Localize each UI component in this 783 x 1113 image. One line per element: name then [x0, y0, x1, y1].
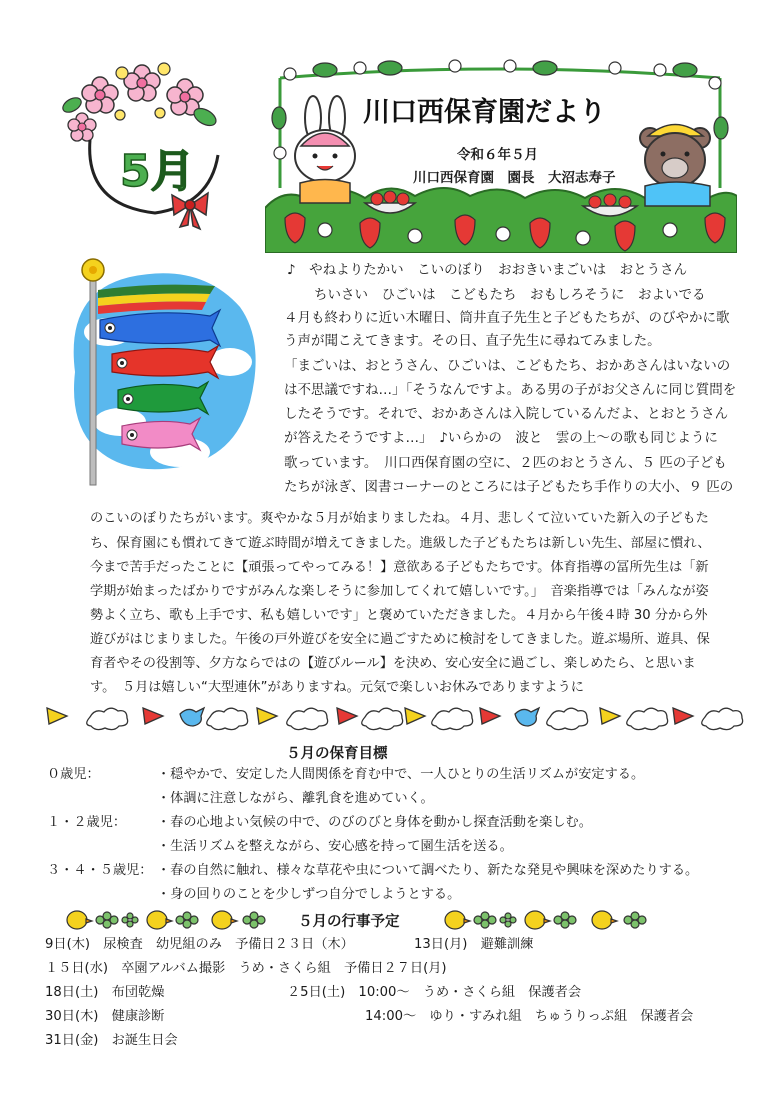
issue-date: 令和６年５月 — [457, 147, 538, 163]
carp-streamer-icon — [60, 252, 265, 492]
intro-line: は不思議ですね…」「そうなんですよ。ある男の子がお父さんに同じ質問を — [284, 382, 737, 398]
koinobori-illustration — [60, 252, 265, 492]
red-koi-icon — [112, 346, 218, 378]
goal-age: ３・４・５歳児： — [47, 863, 153, 878]
newsletter-title: 川口西保育園だより — [363, 97, 606, 128]
bunny-icon — [295, 96, 355, 203]
goal-text: ・生活リズムを整えながら、安心感を持って園生活を送る。 — [157, 839, 513, 854]
goal-age: １・２歳児： — [47, 815, 127, 830]
goal-text: ・穏やかで、安定した人間関係を育む中で、一人ひとりの生活リズムが安定する。 — [157, 767, 645, 782]
goal-age: ０歳児： — [47, 767, 100, 782]
goal-text: ・体調に注意しながら、離乳食を進めていく。 — [157, 791, 434, 806]
goals-title: ５月の保育目標 — [286, 746, 388, 762]
intro-line: う声が聞こえてきます。その日、直子先生に尋ねてみました。 — [284, 333, 661, 349]
decorative-divider — [45, 702, 745, 732]
event-item: 31日(金) お誕生日会 — [45, 1033, 178, 1048]
intro-line: 「まごいは、おとうさん、ひごいは、こどもたち、おかあさんはいないの — [284, 358, 731, 374]
body-line: のこいのぼりたちがいます。爽やかな５月が始まりましたね。４月、悲しくて泣いていた新入の子どもた — [90, 511, 709, 526]
body-line: 学期が始まったばかりですがみんな楽しそうに参加してくれて嬉しいです。」 音楽指導では「みんなが姿 — [90, 584, 709, 599]
event-item: 14:00～ ゆり・すみれ組 ちゅうりっぷ組 保護者会 — [365, 1009, 694, 1024]
intro-line: ４月も終わりに近い木曜日、筒井直子先生と子どもたちが、のびやかに歌 — [284, 310, 730, 326]
pink-flowers-icon — [60, 63, 219, 141]
event-item: ２5日(土) 10:00～ うめ・さくら組 保護者会 — [287, 985, 582, 1000]
event-item: 30日(木) 健康診断 — [45, 1009, 165, 1024]
header-banner — [265, 58, 737, 253]
body-line: 今まで苦手だったことに【頑張ってやってみる！】意欲ある子どもたちです。体育指導の冨所先生は「新 — [90, 560, 709, 575]
bear-icon — [640, 125, 710, 207]
event-item: 13日(月) 避難訓練 — [414, 937, 534, 952]
goal-text: ・身の回りのことを少しずつ自分でしようとする。 — [157, 887, 461, 902]
goal-text: ・春の心地よい気候の中で、のびのびと身体を動かし探査活動を楽しむ。 — [157, 815, 592, 830]
events-title: ５月の行事予定 — [298, 914, 400, 930]
body-line: 勢よく立ち、歌も上手です、私も嬉しいです」と褒めていただきました。４月から午後４時 30 分から外 — [90, 608, 708, 623]
month-badge — [60, 55, 230, 235]
intro-line: 歌っています。 川口西保育園の空に、２匹のおとうさん、５ 匹の子ども — [284, 455, 727, 471]
intro-line: が答えたそうですよ…」 ♪いらかの 波と 雲の上～の歌も同じように — [284, 430, 718, 446]
body-line: ち、保育園にも慣れてきて遊ぶ時間が増えてきました。進級した子どもたちは新しい先生、部屋に慣れ、 — [90, 536, 711, 551]
flag-cloud-border-icon — [45, 702, 745, 732]
intro-line: ちいさい ひごいは こどもたち おもしろそうに およいでる — [287, 287, 706, 303]
intro-line: たちが泳ぎ、図書コーナーのところには子どもたち手作りの大小、９ 匹の — [284, 479, 734, 495]
body-line: す。 ５月は嬉しい“大型連休”がありますね。元気で楽しいお休みでありますように — [90, 680, 584, 695]
goal-text: ・春の自然に触れ、様々な草花や虫について調べたり、新たな発見や興味を深めたりする。 — [157, 863, 699, 878]
chick-clover-left-icon — [62, 906, 272, 932]
event-item: 9日(木) 尿検査 幼児組のみ 予備日２３日（木） — [45, 937, 354, 952]
intro-line: したそうです。それで、おかあさんは入院しているんだよ、とおとうさん — [284, 406, 729, 422]
event-item: １５日(水) 卒園アルバム撮影 うめ・さくら組 予備日２７日(月) — [45, 961, 447, 976]
green-koi-icon — [118, 382, 208, 414]
author-line: 川口西保育園 園長 大沼志寿子 — [413, 170, 616, 186]
month-badge-label: 5月 — [120, 146, 195, 197]
body-line: 遊びがはじまりました。午後の戸外遊びを安全に過ごすために検討をしてきました。遊ぶ場所、遊具、保 — [90, 632, 710, 647]
chick-clover-right-icon — [440, 906, 660, 932]
intro-line: ♪ やねよりたかい こいのぼり おおきいまごいは おとうさん — [287, 262, 688, 278]
event-item: 18日(土) 布団乾燥 — [45, 985, 165, 1000]
body-line: 育者やその役割等、夕方ならではの【遊びルール】を決め、安心安全に過ごし、楽しめたら、と思いま — [90, 656, 696, 671]
